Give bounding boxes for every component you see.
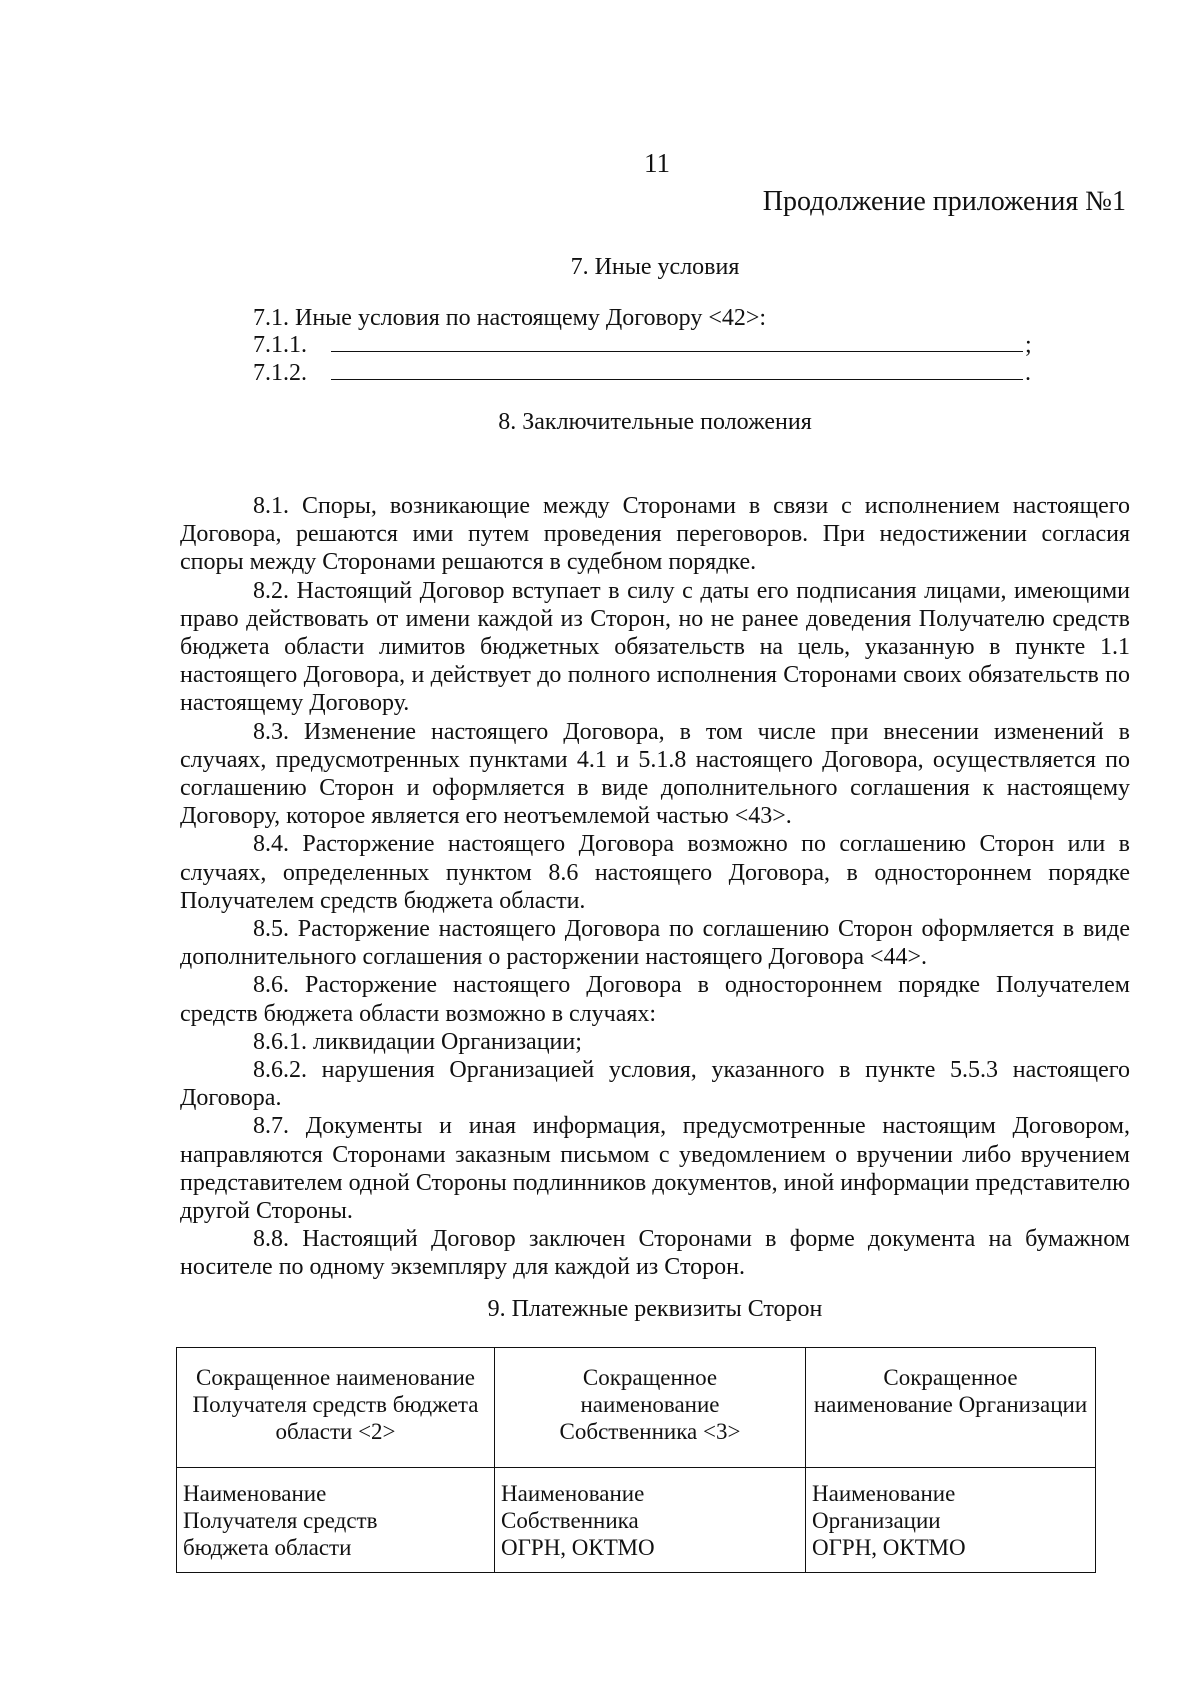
cell-line: Сокращенное	[883, 1365, 1018, 1390]
item-7-1-1-end: ;	[1025, 332, 1032, 358]
cell-line: ОГРН, ОКТМО	[812, 1535, 966, 1560]
item-7-1: 7.1. Иные условия по настоящему Договору <42>:	[253, 305, 767, 331]
section-9-title: 9. Платежные реквизиты Сторон	[487, 1296, 823, 1322]
cell-line: Сокращенное	[582, 1365, 718, 1390]
cell-line: области <2>	[275, 1419, 396, 1444]
table-header-row	[177, 1348, 1096, 1468]
requisites-table	[176, 1347, 1096, 1573]
cell-line: Получателя средств бюджета	[192, 1392, 479, 1417]
paragraph-8-6: 8.6. Расторжение настоящего Договора в одностороннем порядке Получателем средств бюджета области возможно в случаях:	[180, 972, 1130, 1027]
cell-line: Организации	[812, 1508, 941, 1533]
item-7-1-2-blank	[331, 379, 1023, 380]
cell-organization	[806, 1468, 1096, 1573]
cell-line: бюджета области	[183, 1535, 352, 1560]
paragraph-8-2: 8.2. Настоящий Договор вступает в силу с даты его подписания лицами, имеющими право действовать от имени каждой из Сторон, но не ранее доведения Получателю средств бюджета области лимитов бюджетных обязательств на цель, указанную в пункте 1.1 настоящего Договора, и действует до полного исполнения Сторонами своих обязательств по настоящему Договору.	[180, 577, 1130, 717]
paragraph-8-5: 8.5. Расторжение настоящего Договора по соглашению Сторон оформляется в виде дополнительного соглашения о расторжении настоящего Договора <44>.	[180, 916, 1130, 971]
cell-line: наименование Организации	[813, 1392, 1088, 1417]
item-7-1-2-label: 7.1.2.	[253, 360, 307, 386]
paragraph-8-6-2: 8.6.2. нарушения Организацией условия, указанного в пункте 5.5.3 настоящего Договора.	[180, 1057, 1130, 1112]
header-cell-owner	[495, 1348, 806, 1468]
section-7-title: 7. Иные условия	[570, 254, 740, 280]
cell-line: Собственника <3>	[559, 1419, 741, 1444]
appendix-note: Продолжение приложения №1	[762, 186, 1126, 217]
section-8-title: 8. Заключительные положения	[498, 409, 812, 435]
cell-line: Наименование	[183, 1481, 327, 1506]
cell-line: Наименование	[501, 1481, 645, 1506]
cell-line: Наименование	[812, 1481, 956, 1506]
paragraph-8-7: 8.7. Документы и иная информация, предусмотренные настоящим Договором, направляются Сторонами заказным письмом с уведомлением о вручении либо вручением представителем одной Стороны подлинников документов, иной информации представителю другой Стороны.	[180, 1113, 1130, 1225]
paragraph-8-6-1: 8.6.1. ликвидации Организации;	[253, 1028, 582, 1055]
item-7-1-2-end: .	[1025, 360, 1031, 386]
cell-line: наименование	[580, 1392, 720, 1417]
cell-line: Собственника	[501, 1508, 639, 1533]
section-8-body	[180, 492, 1130, 1282]
cell-line: Сокращенное наименование	[196, 1365, 475, 1390]
item-7-1-1-blank	[331, 351, 1023, 352]
item-7-1-1-label: 7.1.1.	[253, 332, 307, 358]
paragraph-8-8: 8.8. Настоящий Договор заключен Сторонами в форме документа на бумажном носителе по одному экземпляру для каждой из Сторон.	[180, 1226, 1130, 1281]
paragraph-8-3: 8.3. Изменение настоящего Договора, в том числе при внесении изменений в случаях, предусмотренных пунктами 4.1 и 5.1.8 настоящего Договора, осуществляется по соглашению Сторон и оформляется в виде дополнительного соглашения к настоящему Договору, которое является его неотъемлемой частью <43>.	[180, 718, 1130, 830]
cell-line: Получателя средств	[183, 1508, 378, 1533]
cell-recipient	[177, 1468, 495, 1573]
cell-owner	[495, 1468, 806, 1573]
cell-line: ОГРН, ОКТМО	[501, 1535, 655, 1560]
header-cell-organization	[806, 1348, 1096, 1468]
header-cell-recipient	[177, 1348, 495, 1468]
table-row	[177, 1468, 1096, 1573]
paragraph-8-1: 8.1. Споры, возникающие между Сторонами в связи с исполнением настоящего Договора, решаются ими путем проведения переговоров. При недостижении согласия споры между Сторонами решаются в судебном порядке.	[180, 493, 1130, 576]
paragraph-8-4: 8.4. Расторжение настоящего Договора возможно по соглашению Сторон или в случаях, определенных пунктом 8.6 настоящего Договора, в одностороннем порядке Получателем средств бюджета области.	[180, 831, 1130, 914]
page-number: 11	[644, 148, 670, 178]
